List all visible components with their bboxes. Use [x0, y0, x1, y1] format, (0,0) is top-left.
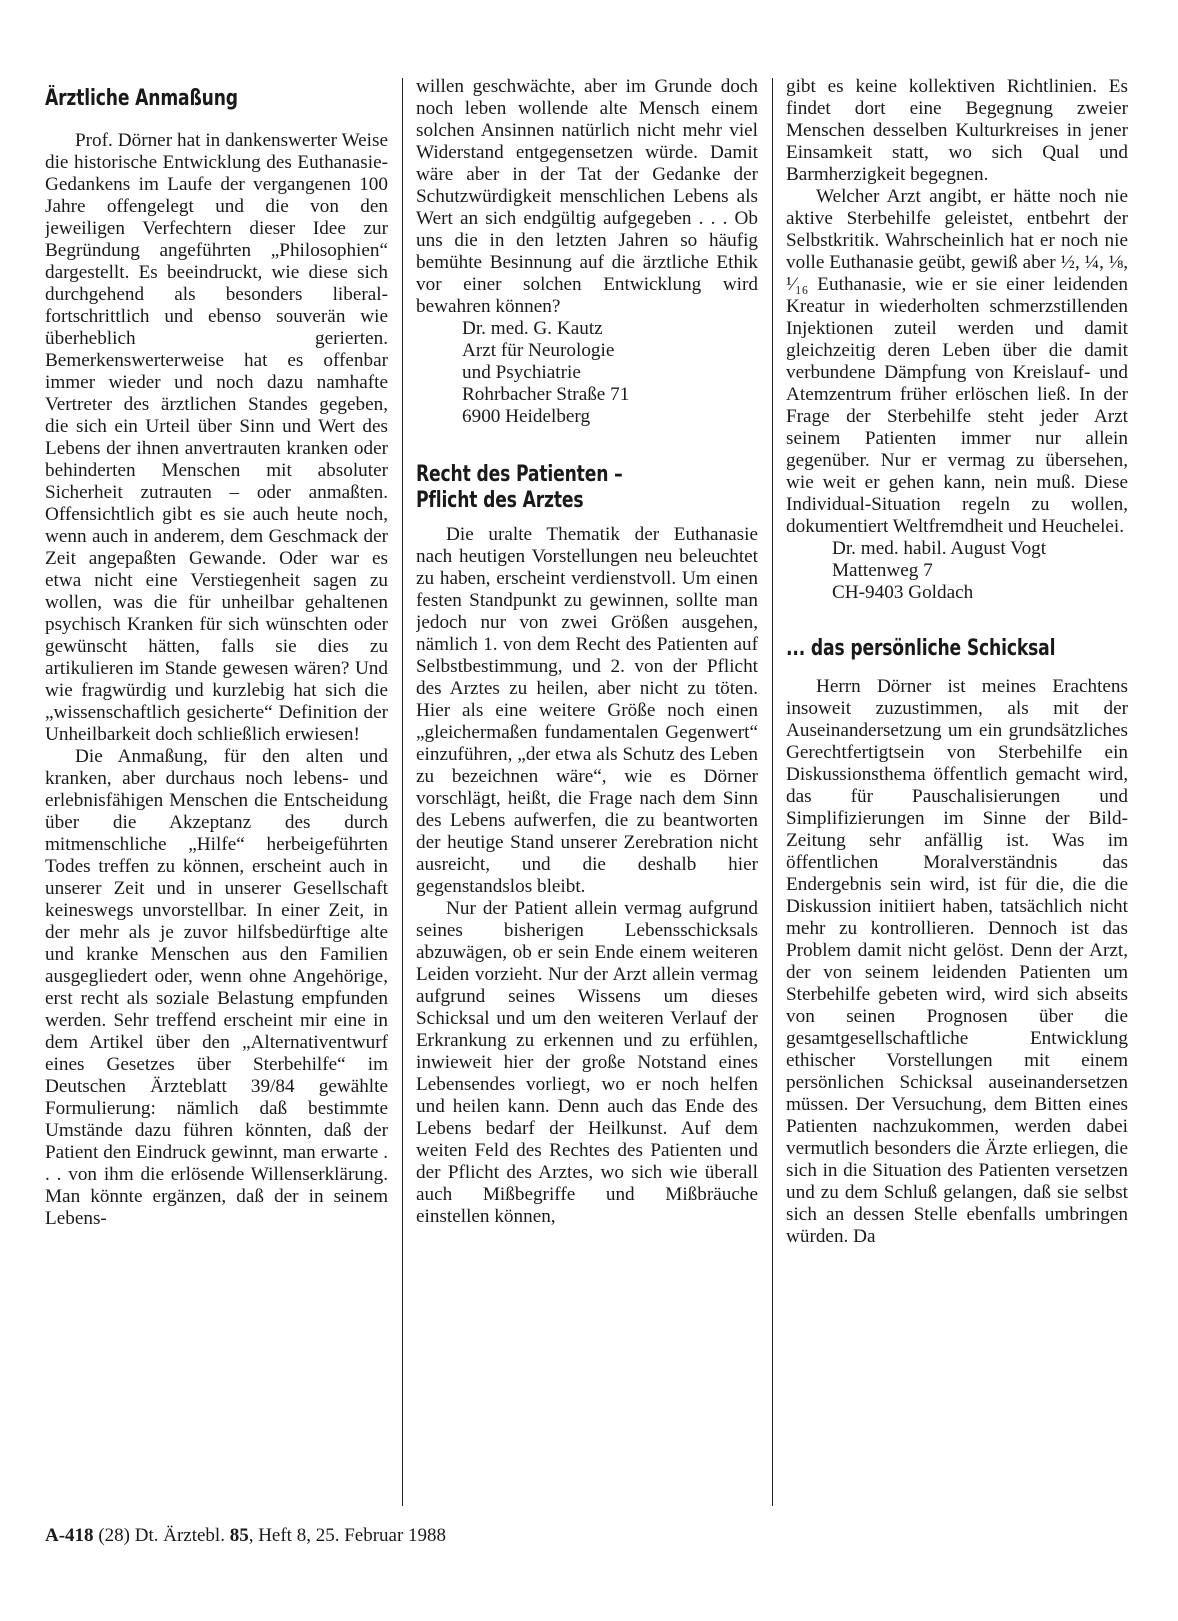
paragraph: Herrn Dörner ist meines Erachtens insoweit zuzustimmen, als mit der Auseinandersetzung um ein grundsätzliches Gerechtfertigtsein von Sterbehilfe ein Diskussionsthema öffentlich gemacht wird, das für Pauschalisierungen und Simplifizierungen im Sinne der Bild-Zeitung sehr anfällig ist. Was im öffentlichen Moralverständnis das Endergebnis sein wird, ist für die, die die Diskussion initiiert haben, tatsächlich nicht mehr zu kontrollieren. Dennoch ist das Problem damit nicht gelöst. Denn der Arzt, der von seinem leidenden Patienten um Sterbehilfe gebeten wird, wird sich abseits von seinen Prognosen über die gesamtgesellschaftliche Entwicklung ethischer Vorstellungen mit einem persönlichen Schicksal auseinandersetzen müssen. Der Versuchung, dem Bitten eines Patienten nachzukommen, werden dabei vermutlich besonders die Ärzte erliegen, die sich in die Situation des Patienten versetzen und zu dem Schluß gelangen, daß sie selbst sich an dessen Stelle ebenfalls umbringen würden. Da: [786, 676, 1128, 1247]
column-divider: [772, 78, 773, 1506]
column-divider: [402, 78, 403, 1506]
paragraph: Welcher Arzt angibt, er hätte noch nie aktive Sterbehilfe geleistet, entbehrt der Selbstkritik. Wahrscheinlich hat er noch nie volle Euthanasie geübt, gewiß aber ½, ¼, ⅛, ¹⁄₁₆ Euthanasie, wie er sie einer leidenden Kreatur in wiederholten schmerzstillenden Injektionen zuteil werden und damit gleichzeitig deren Leben über die damit verbundene Dämpfung von Kreislauf- und Atemzentrum früher erlöschen ließ. In der Frage der Sterbehilfe steht jeder Arzt seinem Patienten immer nur allein gegenüber. Nur er vermag zu übersehen, wie weit er gehen kann, nein muß. Diese Individual-Situation regeln zu wollen, dokumentiert Weltfremdheit und Heuchelei.: [786, 186, 1128, 537]
paragraph: Die uralte Thematik der Euthanasie nach heutigen Vorstellungen neu beleuchtet zu haben, erscheint verdienstvoll. Um einen festen Standpunkt zu gewinnen, sollte man jedoch nur von zwei Größen ausgehen, nämlich 1. von dem Recht des Patienten auf Selbstbestimmung, und 2. von der Pflicht des Arztes zu heilen, aber nicht zu töten. Hier als eine weitere Größe noch einen „gleichermaßen fundamentalen Gegenwert“ einzuführen, „der etwa als Schutz des Leben zu bezeichnen wäre“, wie es Dörner vorschlägt, heißt, die Frage nach dem Sinn des Lebens aufwerfen, die zu beantworten der heutige Stand unserer Zerebration nicht ausreicht, und die deshalb hier gegenstandslos bleibt.: [416, 524, 758, 897]
volume-number: 85: [229, 1525, 249, 1546]
column-3: [786, 76, 1128, 1506]
signature-block: [832, 538, 1128, 604]
signature-block: [462, 318, 758, 428]
column-2: [416, 76, 758, 1506]
signature-line: Dr. med. G. Kautz: [462, 318, 603, 339]
article-heading: ... das persönliche Schicksal: [786, 636, 1056, 661]
signature-line: Mattenweg 7: [832, 560, 933, 581]
paragraph: Prof. Dörner hat in dankenswerter Weise die historische Entwicklung des Euthanasie-Gedankens im Laufe der vergangenen 100 Jahre offengelegt und die von den jeweiligen Verfechtern dieser Idee zur Begründung angeführten „Philosophien“ dargestellt. Es beeindruckt, wie diese sich durchgehend als besonders liberal-fortschrittlich und ebenso souverän wie überheblich gerierten. Bemerkenswerterweise hat es offenbar immer wieder und noch dazu namhafte Vertreter des ärztlichen Standes gegeben, die sich ein Urteil über Sinn und Wert des Lebens der ihnen anvertrauten kranken oder behinderten Menschen mit absoluter Sicherheit zutrauten – oder anmaßten. Offensichtlich gibt es sie auch heute noch, wenn auch in anderem, dem Geschmack der Zeit angepaßten Gewande. Oder war es etwa nicht eine Verstiegenheit sagen zu wollen, was die für unheilbar gehaltenen psychisch Kranken für sich wünschten oder gewünscht hätten, falls sie dies zu artikulieren im Stande gewesen wären? Und wie fragwürdig und kurzlebig hat sich die „wissenschaftlich gesicherte“ Definition der Unheilbarkeit doch schließlich erwiesen!: [45, 130, 388, 745]
signature-line: Dr. med. habil. August Vogt: [832, 538, 1047, 559]
issue-date: , Heft 8, 25. Februar 1988: [248, 1525, 447, 1546]
article-heading: [416, 462, 757, 514]
page-number: A-418: [45, 1525, 94, 1546]
paragraph: gibt es keine kollektiven Richtlinien. Es findet dort eine Begegnung zweier Menschen desselben Kulturkreises in jener Einsamkeit statt, wo sich Qual und Barmherzigkeit begegnen.: [786, 76, 1128, 185]
paragraph: Die Anmaßung, für den alten und kranken, aber durchaus noch lebens- und erlebnisfähigen Menschen die Entscheidung über die Akzeptanz des durch mitmenschliche „Hilfe“ herbeigeführten Todes treffen zu können, erscheint auch in unserer Zeit und in unserer Gesellschaft keineswegs unvorstellbar. In einer Zeit, in der mehr als je zuvor hilfsbedürftige alte und kranke Menschen aus den Familien ausgegliedert oder, wenn ohne Angehörige, erst recht als soziale Belastung empfunden werden. Sehr treffend erscheint mir eine in dem Artikel über den „Alternativentwurf eines Gesetzes über Sterbehilfe“ im Deutschen Ärzteblatt 39/84 gewählte Formulierung: nämlich daß bestimmte Umstände dazu führen könnten, daß der Patient den Eindruck gewinnt, man erwarte . . . von ihm die erlösende Willenserklärung. Man könnte ergänzen, daß der in seinem Lebens-: [45, 746, 388, 1229]
issue-text: (28) Dt. Ärztebl.: [98, 1525, 225, 1546]
signature-line: Arzt für Neurologie: [462, 340, 615, 361]
paragraph: Nur der Patient allein vermag aufgrund seines bisherigen Lebensschicksals abzuwägen, ob er sein Ende einem weiteren Leiden vorzieht. Nur der Arzt allein vermag aufgrund seines Wissens um dieses Schicksal und um den weiteren Verlauf der Erkrankung zu erkennen und zu erfühlen, inwieweit hier der große Notstand eines Lebensendes vorliegt, wo er noch helfen und heilen kann. Denn auch das Ende des Lebens bedarf der Heilkunst. Auf dem weiten Feld des Rechtes des Patienten und der Pflicht des Arztes, wo sich wie überall auch Mißbegriffe und Mißbräuche einstellen können,: [416, 898, 758, 1227]
signature-line: Rohrbacher Straße 71: [462, 384, 630, 405]
signature-line: CH-9403 Goldach: [832, 582, 974, 603]
page-footer: [45, 1525, 446, 1547]
signature-line: und Psychiatrie: [462, 362, 581, 383]
heading-line: Pflicht des Arztes: [416, 488, 584, 513]
article-heading: Ärztliche Anmaßung: [45, 86, 238, 111]
paragraph: willen geschwächte, aber im Grunde doch noch leben wollende alte Mensch einem solchen Ansinnen natürlich nicht mehr viel Widerstand entgegensetzen würde. Damit wäre aber in der Tat der Gedanke der Schutzwürdigkeit menschlichen Lebens als Wert an sich endgültig aufgegeben . . . Ob uns die in den letzten Jahren so häufig bemühte Besinnung auf die ärztliche Ethik vor einer solchen Entwicklung wird bewahren können?: [416, 76, 758, 317]
signature-line: 6900 Heidelberg: [462, 406, 591, 427]
column-1: [45, 76, 388, 1506]
heading-line: Recht des Patienten –: [416, 462, 623, 487]
